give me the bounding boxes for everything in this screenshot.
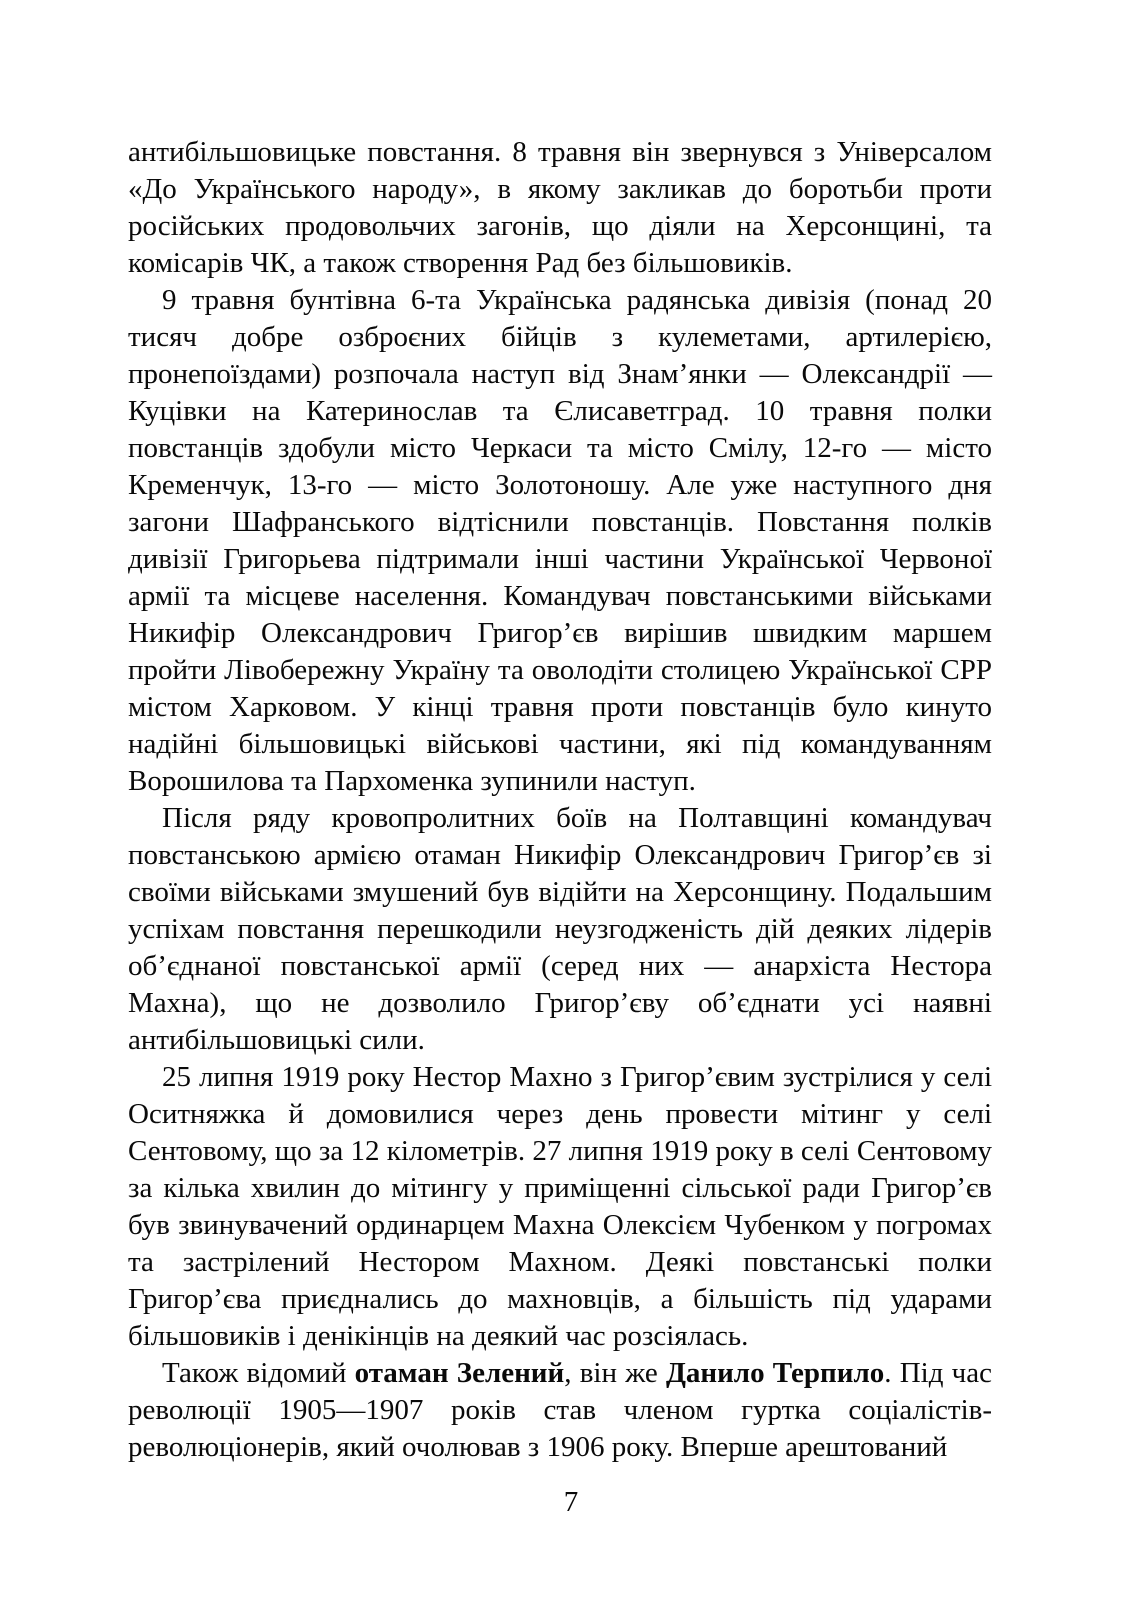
paragraph (128, 800, 992, 1059)
paragraph (128, 1355, 992, 1466)
bold-text-run: Данило Терпило (665, 1357, 885, 1389)
text-run: 25 липня 1919 року Нестор Махно з Григор’євим зустрілися у селі Оситняжка й домовилися через день провести мітинг у селі Сентовому, що за 12 кілометрів. 27 липня 1919 року в селі Сентовому за кілька хвилин до мітингу у приміщенні сільської ради Григор’єв був звинувачений ординарцем Махна Олексієм Чубенком у погромах та застрілений Нестором Махном. Деякі повстанські полки Григор’єва приєднались до махновців, а більшість під ударами більшовиків і денікінців на деякий час розсіялась. (128, 1061, 992, 1352)
bold-text-run: отаман Зелений (354, 1357, 565, 1389)
text-run: , він же (564, 1357, 666, 1389)
text-run: Після ряду кровопролитних боїв на Полтавщині командувач повстанською армією отаман Никифір Олександрович Григор’єв зі своїми військами змушений був відійти на Херсонщину. Подальшим успіхам повстання перешкодили неузгодженість дій деяких лідерів об’єднаної повстанської армії (серед них — анархіста Нестора Махна), що не дозволило Григор’єву об’єднати усі наявні антибільшовицькі сили. (128, 802, 992, 1056)
text-run: Також відомий (162, 1357, 355, 1389)
paragraph (128, 282, 992, 800)
paragraph (128, 134, 992, 282)
text-run: антибільшовицьке повстання. 8 травня він звернувся з Універсалом «До Українського народу», в якому закликав до боротьби проти російських продовольчих загонів, що діяли на Херсонщині, та комісарів ЧК, а також створення Рад без більшовиків. (128, 136, 992, 279)
text-block (128, 134, 992, 1466)
text-run: 9 травня бунтівна 6-та Українська радянська дивізія (понад 20 тисяч добре озброєних бійців з кулеметами, артилерією, пронепоїздами) розпочала наступ від Знам’янки — Олександрії — Куцівки на Катеринослав та Єлисаветград. 10 травня полки повстанців здобули місто Черкаси та місто Смілу, 12-го — місто Кременчук, 13-го — місто Золотоношу. Але уже наступного дня загони Шафранського відтіснили повстанців. Повстання полків дивізії Григорьева підтримали інші частини Української Червоної армії та місцеве населення. Командувач повстанськими військами Никифір Олександрович Григор’єв вирішив швидким маршем пройти Лівобережну Україну та оволодіти столицею Української СРР містом Харковом. У кінці травня проти повстанців було кинуто надійні більшовицькі військові частини, які під командуванням Ворошилова та Пархоменка зупинили наступ. (128, 284, 992, 797)
text-run: . Під час революції 1905—1907 років став членом гуртка соціалістів-революціонерів, який очолював з 1906 року. Вперше арештований (128, 1357, 993, 1463)
paragraph (128, 1059, 992, 1355)
page-number: 7 (563, 1486, 579, 1518)
